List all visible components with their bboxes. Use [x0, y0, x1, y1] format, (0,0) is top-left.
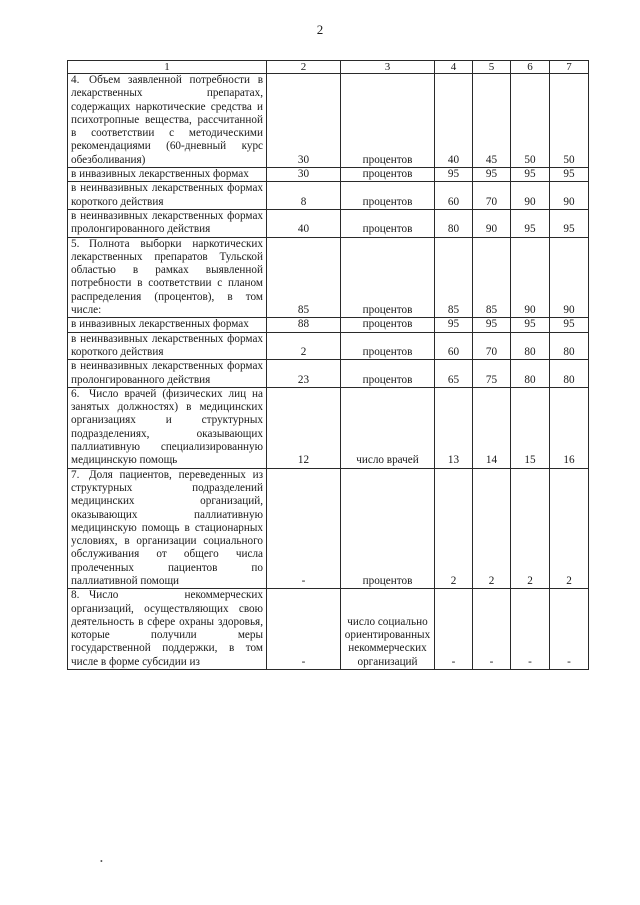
value-cell-c7: 80 — [550, 332, 589, 360]
value-cell-c3: процентов — [341, 168, 435, 182]
value-cell-c7: 95 — [550, 318, 589, 332]
scan-dot: • — [100, 857, 103, 866]
value-cell-c4: 60 — [435, 182, 473, 210]
value-cell-c5: 70 — [473, 332, 511, 360]
value-cell-c4: - — [435, 589, 473, 670]
indicator-number: 7. — [71, 468, 80, 481]
indicator-description — [68, 74, 267, 168]
indicator-text: в неинвазивных лекарственных формах пролонгированного действия — [71, 360, 263, 386]
table-header-row — [68, 61, 589, 74]
value-cell-c2: 85 — [267, 237, 341, 318]
table-row — [68, 237, 589, 318]
value-cell-c4: 85 — [435, 237, 473, 318]
table-row — [68, 387, 589, 468]
value-cell-c4: 65 — [435, 360, 473, 388]
indicator-description — [68, 168, 267, 182]
value-cell-c3: процентов — [341, 237, 435, 318]
value-cell-c6: 90 — [511, 237, 550, 318]
value-cell-c6: 80 — [511, 360, 550, 388]
value-cell-c6: - — [511, 589, 550, 670]
indicator-text: Объем заявленной потребности в лекарственных препаратах, содержащих наркотические средства и психотропные вещества, рассчитанной в соответствии с методическими рекомендациями (60-дневный курс обезболивания) — [71, 74, 263, 166]
value-cell-c5: 95 — [473, 318, 511, 332]
value-cell-c2: - — [267, 589, 341, 670]
table-row — [68, 209, 589, 237]
value-cell-c2: 30 — [267, 74, 341, 168]
value-cell-c3: число врачей — [341, 387, 435, 468]
value-cell-c7: 90 — [550, 182, 589, 210]
value-cell-c5: 90 — [473, 209, 511, 237]
header-cell: 6 — [511, 61, 550, 74]
value-cell-c4: 13 — [435, 387, 473, 468]
indicator-number: 8. — [71, 589, 80, 602]
indicators-table — [67, 60, 589, 670]
value-cell-c2: - — [267, 468, 341, 589]
table-row — [68, 182, 589, 210]
value-cell-c6: 95 — [511, 209, 550, 237]
indicator-description — [68, 332, 267, 360]
value-cell-c3: процентов — [341, 468, 435, 589]
value-cell-c7: 50 — [550, 74, 589, 168]
value-cell-c2: 88 — [267, 318, 341, 332]
table-row — [68, 332, 589, 360]
page-number: 2 — [316, 22, 324, 37]
value-cell-c6: 50 — [511, 74, 550, 168]
indicator-number: 4. — [71, 74, 80, 86]
indicator-description — [68, 209, 267, 237]
value-cell-c4: 95 — [435, 168, 473, 182]
value-cell-c3: число социально ориентированных некоммерческих организаций — [341, 589, 435, 670]
value-cell-c2: 12 — [267, 387, 341, 468]
value-cell-c2: 2 — [267, 332, 341, 360]
value-cell-c3: процентов — [341, 360, 435, 388]
header-cell: 2 — [267, 61, 341, 74]
indicator-text: в инвазивных лекарственных формах — [71, 318, 249, 331]
value-cell-c5: 95 — [473, 168, 511, 182]
value-cell-c7: 90 — [550, 237, 589, 318]
indicator-text: Число врачей (физических лиц на занятых должностях) в медицинских организациях и структурных подразделениях, оказывающих паллиативную специализированную медицинскую помощь — [71, 387, 263, 467]
value-cell-c3: процентов — [341, 332, 435, 360]
indicator-description — [68, 360, 267, 388]
indicator-text: Доля пациентов, переведенных из структурных подразделений медицинских организаций, оказывающих паллиативную медицинскую помощь в стационарных условиях, в организации социального обслуживания от общего числа пролеченных пациентов по паллиативной помощи — [71, 468, 263, 587]
indicator-number: 6. — [71, 387, 80, 400]
value-cell-c6: 2 — [511, 468, 550, 589]
value-cell-c5: 45 — [473, 74, 511, 168]
value-cell-c4: 95 — [435, 318, 473, 332]
value-cell-c2: 30 — [267, 168, 341, 182]
indicator-text: в неинвазивных лекарственных формах пролонгированного действия — [71, 209, 263, 236]
indicator-description — [68, 468, 267, 589]
value-cell-c5: 70 — [473, 182, 511, 210]
table-row — [68, 360, 589, 388]
value-cell-c2: 8 — [267, 182, 341, 210]
value-cell-c7: 95 — [550, 168, 589, 182]
value-cell-c7: 95 — [550, 209, 589, 237]
table-row — [68, 168, 589, 182]
value-cell-c6: 80 — [511, 332, 550, 360]
value-cell-c5: 75 — [473, 360, 511, 388]
header-cell: 5 — [473, 61, 511, 74]
value-cell-c6: 15 — [511, 387, 550, 468]
indicator-text: в инвазивных лекарственных формах — [71, 168, 249, 181]
indicator-description — [68, 318, 267, 332]
table-row — [68, 468, 589, 589]
indicator-description — [68, 589, 267, 670]
indicator-description — [68, 182, 267, 210]
value-cell-c4: 60 — [435, 332, 473, 360]
value-cell-c2: 23 — [267, 360, 341, 388]
value-cell-c3: процентов — [341, 182, 435, 210]
value-cell-c3: процентов — [341, 209, 435, 237]
value-cell-c3: процентов — [341, 318, 435, 332]
indicator-text: в неинвазивных лекарственных формах короткого действия — [71, 182, 263, 208]
value-cell-c4: 40 — [435, 74, 473, 168]
value-cell-c3: процентов — [341, 74, 435, 168]
value-cell-c5: 14 — [473, 387, 511, 468]
value-cell-c5: 85 — [473, 237, 511, 318]
indicator-text: Число некоммерческих организаций, осуществляющих свою деятельность в сфере охраны здоровья, которые получили меры государственной поддержки, в том числе в форме субсидии из — [71, 589, 263, 668]
indicator-description — [68, 387, 267, 468]
value-cell-c6: 90 — [511, 182, 550, 210]
table-row — [68, 589, 589, 670]
value-cell-c5: - — [473, 589, 511, 670]
value-cell-c7: 80 — [550, 360, 589, 388]
indicator-text: в неинвазивных лекарственных формах короткого действия — [71, 332, 263, 358]
value-cell-c7: 16 — [550, 387, 589, 468]
header-cell: 3 — [341, 61, 435, 74]
header-cell: 1 — [68, 61, 267, 74]
indicator-number: 5. — [71, 237, 80, 250]
value-cell-c7: 2 — [550, 468, 589, 589]
header-cell: 4 — [435, 61, 473, 74]
table-row — [68, 318, 589, 332]
table-row — [68, 74, 589, 168]
value-cell-c4: 2 — [435, 468, 473, 589]
header-cell: 7 — [550, 61, 589, 74]
value-cell-c7: - — [550, 589, 589, 670]
value-cell-c6: 95 — [511, 318, 550, 332]
indicator-description — [68, 237, 267, 318]
value-cell-c2: 40 — [267, 209, 341, 237]
value-cell-c4: 80 — [435, 209, 473, 237]
value-cell-c6: 95 — [511, 168, 550, 182]
indicator-text: Полнота выборки наркотических лекарственных препаратов Тульской областью в рамках выявленной потребности в соответствии с планом распределения (процентов), в том числе: — [71, 237, 263, 317]
value-cell-c5: 2 — [473, 468, 511, 589]
